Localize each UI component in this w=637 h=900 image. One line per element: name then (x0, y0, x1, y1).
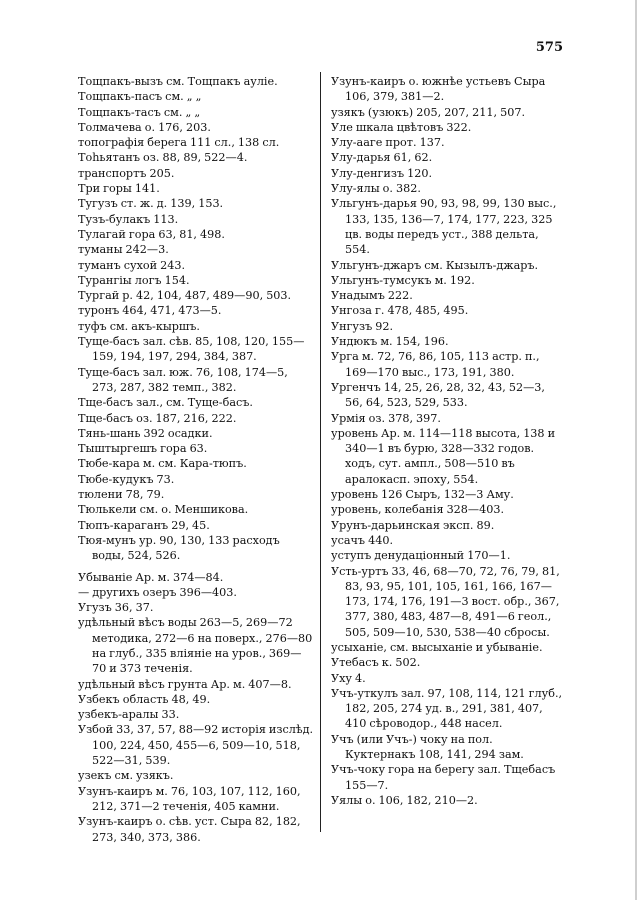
index-column-right (331, 74, 563, 808)
index-entry: уровень 126 Сыръ, 132—3 Аму. (331, 488, 514, 502)
index-entry: Улу-денгизъ 120. (331, 166, 433, 180)
index-entry: Улу-дарья 61, 62. (331, 151, 433, 165)
index-entry: Тще-басъ оз. 187, 216, 222. (78, 411, 237, 425)
index-entry: Уле шкала цвѣтовъ 322. (331, 120, 472, 134)
index-entry: Утебасъ к. 502. (331, 656, 421, 670)
index-entry: уровень, колебанiя 328—403. (331, 503, 505, 517)
index-entry: Узунъ-каиръ о. сѣв. уст. Сыра 82, 182, 273, 340, 373, 386. (78, 815, 301, 844)
index-entry: туманъ сухой 243. (78, 258, 186, 272)
index-entry: узбекъ-аралы 33. (78, 708, 180, 722)
index-entry: туфъ см. акъ-кыршъ. (78, 319, 200, 333)
index-entry: Тузъ-булакъ 113. (78, 212, 179, 226)
index-entry: Урмiя оз. 378, 397. (331, 411, 441, 425)
index-entry: Тюпъ-караганъ 29, 45. (78, 518, 210, 532)
page-number: 575 (535, 40, 563, 55)
index-entry: Тюбе-кудукъ 73. (78, 472, 175, 486)
index-entry: тюлени 78, 79. (78, 488, 165, 502)
index-entry: Ундюкъ м. 154, 196. (331, 335, 449, 349)
index-entry: туманы 242—3. (78, 243, 169, 257)
index-entry: туронъ 464, 471, 473—5. (78, 304, 222, 318)
index-entry: Уху 4. (331, 671, 366, 685)
index-entry: Тощпакъ-пасъ см. „ „ (78, 90, 202, 104)
index-entry: Угузъ 36, 37. (78, 601, 154, 615)
index-entry: Усть-уртъ 33, 46, 68—70, 72, 76, 79, 81, 83, 93, 95, 101, 105, 161, 166, 167—173, 174, 176, 191—3 вост. обр., 367, 377, 380, 483, 487—8, 491—6 геол., 505, 509—10, 530, 538—40 сбросы. (331, 564, 560, 639)
index-entry: усачъ 440. (331, 533, 393, 547)
index-entry: Унгоза г. 478, 485, 495. (331, 304, 469, 318)
index-entry: транспортъ 205. (78, 166, 175, 180)
index-entry: уступъ денудацiонный 170—1. (331, 549, 511, 563)
index-entry: Улу-ааге прот. 137. (331, 136, 445, 150)
index-entry: Ульгунъ-тумсукъ м. 192. (331, 273, 475, 287)
index-entry: Толмачева о. 176, 203. (78, 120, 211, 134)
index-entry: Унадымъ 222. (331, 289, 413, 303)
index-entry: Ульгунъ-дарья 90, 93, 98, 99, 130 выс., 133, 135, 136—7, 174, 177, 223, 325 цв. воды передъ уст., 388 дельта, 554. (331, 197, 557, 257)
index-entry: Урга м. 72, 76, 86, 105, 113 астр. п., 169—170 выс., 173, 191, 380. (331, 350, 540, 379)
index-entry: узякъ (узюкъ) 205, 207, 211, 507. (331, 105, 526, 119)
index-entry: Узунъ-каиръ м. 76, 103, 107, 112, 160, 212, 371—2 теченiя, 405 камни. (78, 784, 301, 813)
index-entry: уровень Ар. м. 114—118 высота, 138 и 340—1 въ бурю, 328—332 годов. ходъ, сут. ампл., 508—510 въ аралокасп. эпоху, 554. (331, 426, 556, 486)
index-entry: Туще-басъ зал. сѣв. 85, 108, 120, 155—159, 194, 197, 294, 384, 387. (78, 335, 305, 364)
index-entry: удѣльный вѣсъ воды 263—5, 269—72 методика, 272—6 на поверх., 276—80 на глуб., 335 влiянiе на уров., 369—70 и 373 теченiя. (78, 616, 313, 676)
index-entry: Тще-басъ зал., см. Туще-басъ. (78, 396, 253, 410)
index-entry: Тургай р. 42, 104, 487, 489—90, 503. (78, 289, 292, 303)
index-entry: Тоhьятанъ оз. 88, 89, 522—4. (78, 151, 248, 165)
index-entry: Тюя-мунъ ур. 90, 130, 133 расходъ воды, 524, 526. (78, 533, 280, 563)
index-entry: Унгузъ 92. (331, 319, 394, 333)
index-entry: Учъ (или Учъ-) чоку на пол. Куктернакъ 108, 141, 294 зам. (331, 732, 524, 762)
index-entry: топографiя берега 111 сл., 138 сл. (78, 136, 280, 150)
index-entry: Учъ-чоку гора на берегу зал. Тщебасъ 155—7. (331, 763, 556, 792)
index-entry: Урунъ-дарьинская эксп. 89. (331, 518, 495, 532)
index-entry: Туще-басъ зал. юж. 76, 108, 174—5, 273, 287, 382 темп., 382. (78, 365, 288, 394)
index-entry: Тощпакъ-тасъ см. „ „ (78, 105, 201, 119)
index-entry: Турангiы логъ 154. (78, 273, 190, 287)
index-entry: Убыванiе Ар. м. 374—84. (78, 570, 224, 584)
index-entry: Узбой 33, 37, 57, 88—92 исторiя изслѣд. 100, 224, 450, 455—6, 509—10, 518, 522—31, 539. (78, 723, 314, 768)
index-column-left (78, 74, 314, 845)
index-entry: Тюлькели см. о. Меншикова. (78, 503, 249, 517)
index-entry: Тулагай гора 63, 81, 498. (78, 227, 225, 241)
index-entry: Тощпакъ-вызъ см. Тощпакъ аулie. (78, 75, 278, 88)
index-entry: Учъ-уткулъ зал. 97, 108, 114, 121 глуб., 182, 205, 274 уд. в., 291, 381, 407, 410 сѣроводор., 448 насел. (331, 686, 563, 731)
index-entry: Тянь-шань 392 осадки. (78, 426, 213, 440)
index-entry: Ургенчъ 14, 25, 26, 28, 32, 43, 52—3, 56, 64, 523, 529, 533. (331, 380, 545, 410)
index-entry: Узунъ-каиръ о. южнѣе устьевъ Сыра 106, 379, 381—2. (331, 75, 546, 104)
index-entry: Тыштыргешъ гора 63. (78, 442, 208, 456)
index-entry: Тюбе-кара м. см. Кара-тюпъ. (78, 457, 247, 471)
column-divider (320, 72, 321, 832)
index-entry: узекъ см. узякъ. (78, 769, 174, 783)
index-entry: усыханiе, см. высыханiе и убыванiе. (331, 640, 543, 654)
index-entry: Тугузъ ст. ж. д. 139, 153. (78, 197, 224, 211)
index-entry: Ульгунъ-джаръ см. Кызылъ-джаръ. (331, 258, 539, 272)
index-entry: удѣльный вѣсъ грунта Ар. м. 407—8. (78, 677, 292, 691)
index-entry: Уялы о. 106, 182, 210—2. (331, 793, 478, 807)
index-entry: Узбекъ область 48, 49. (78, 692, 211, 706)
index-entry: Три горы 141. (78, 182, 160, 196)
index-entry: Улу-ялы о. 382. (331, 182, 421, 196)
index-entry: — другихъ озеръ 396—403. (78, 585, 237, 599)
